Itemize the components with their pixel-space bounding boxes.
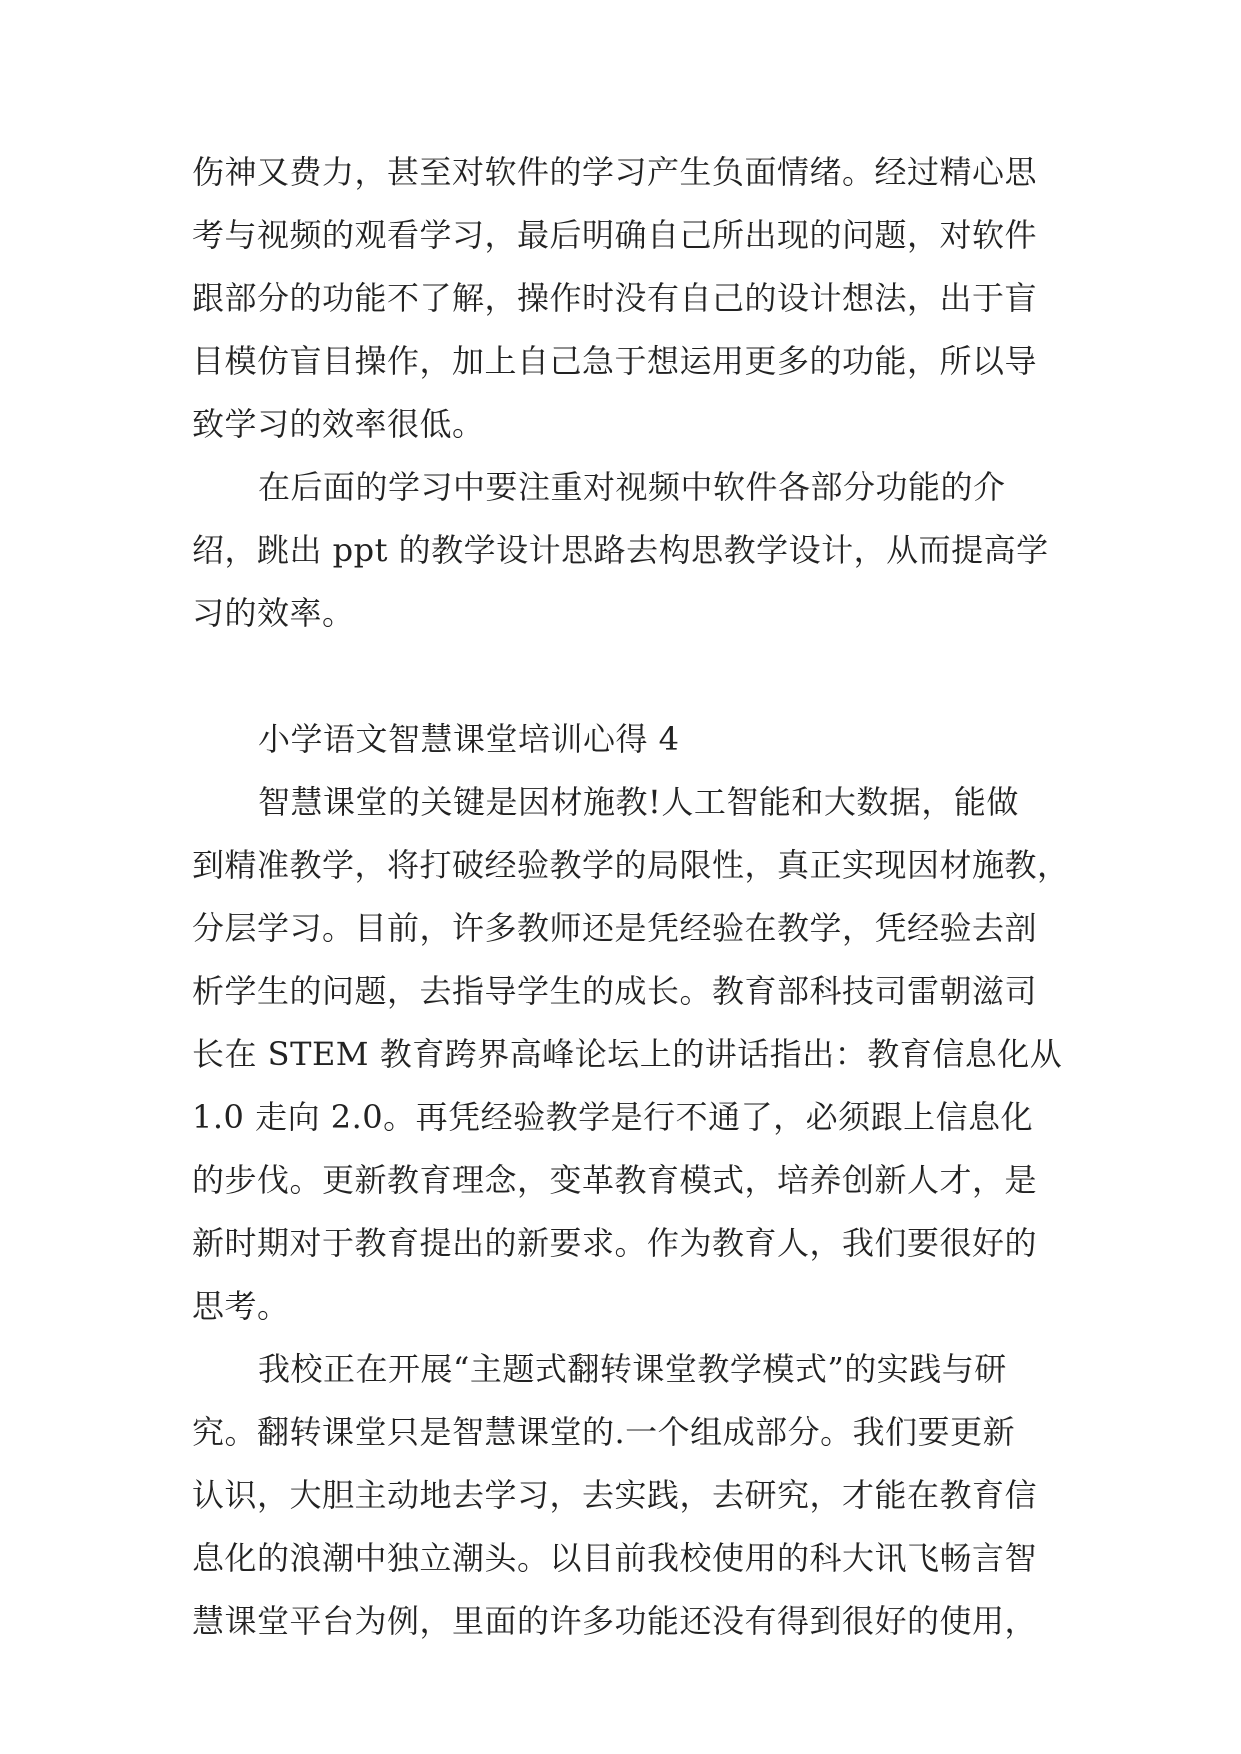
paragraph-line: 绍，跳出 ppt 的教学设计思路去构思教学设计，从而提高学	[192, 531, 1049, 569]
paragraph-line: 跟部分的功能不了解，操作时没有自己的设计想法，出于盲	[192, 279, 1038, 317]
paragraph-line: 1.0 走向 2.0。再凭经验教学是行不通了，必须跟上信息化	[192, 1098, 1034, 1136]
paragraph-line: 慧课堂平台为例，里面的许多功能还没有得到很好的使用，	[192, 1602, 1038, 1640]
paragraph-line: 伤神又费力，甚至对软件的学习产生负面情绪。经过精心思	[192, 153, 1038, 191]
paragraph-line: 新时期对于教育提出的新要求。作为教育人，我们要很好的	[192, 1224, 1038, 1262]
paragraph-line: 目模仿盲目操作，加上自己急于想运用更多的功能，所以导	[192, 342, 1038, 380]
paragraph-line: 智慧课堂的关键是因材施教!人工智能和大数据，能做	[258, 783, 1019, 821]
paragraph-line: 我校正在开展“主题式翻转课堂教学模式”的实践与研	[258, 1350, 1007, 1388]
paragraph-line: 考与视频的观看学习，最后明确自己所出现的问题，对软件	[192, 216, 1038, 254]
paragraph-line: 分层学习。目前，许多教师还是凭经验在教学，凭经验去剖	[192, 909, 1038, 947]
paragraph-line: 究。翻转课堂只是智慧课堂的.一个组成部分。我们要更新	[192, 1413, 1016, 1451]
paragraph-line: 长在 STEM 教育跨界高峰论坛上的讲话指出：教育信息化从	[192, 1035, 1063, 1073]
paragraph-line: 习的效率。	[192, 594, 355, 632]
paragraph-line: 析学生的问题，去指导学生的成长。教育部科技司雷朝滋司	[192, 972, 1038, 1010]
paragraph-line: 息化的浪潮中独立潮头。以目前我校使用的科大讯飞畅言智	[192, 1539, 1038, 1577]
paragraph-line: 致学习的效率很低。	[192, 405, 485, 443]
paragraph-line: 思考。	[192, 1287, 290, 1325]
paragraph-line: 到精准教学，将打破经验教学的局限性，真正实现因材施教，	[192, 846, 1070, 884]
section-title: 小学语文智慧课堂培训心得 4	[258, 720, 680, 758]
paragraph-line: 认识，大胆主动地去学习，去实践，去研究，才能在教育信	[192, 1476, 1038, 1514]
paragraph-line: 在后面的学习中要注重对视频中软件各部分功能的介	[258, 468, 1006, 506]
paragraph-line: 的步伐。更新教育理念，变革教育模式，培养创新人才，是	[192, 1161, 1038, 1199]
